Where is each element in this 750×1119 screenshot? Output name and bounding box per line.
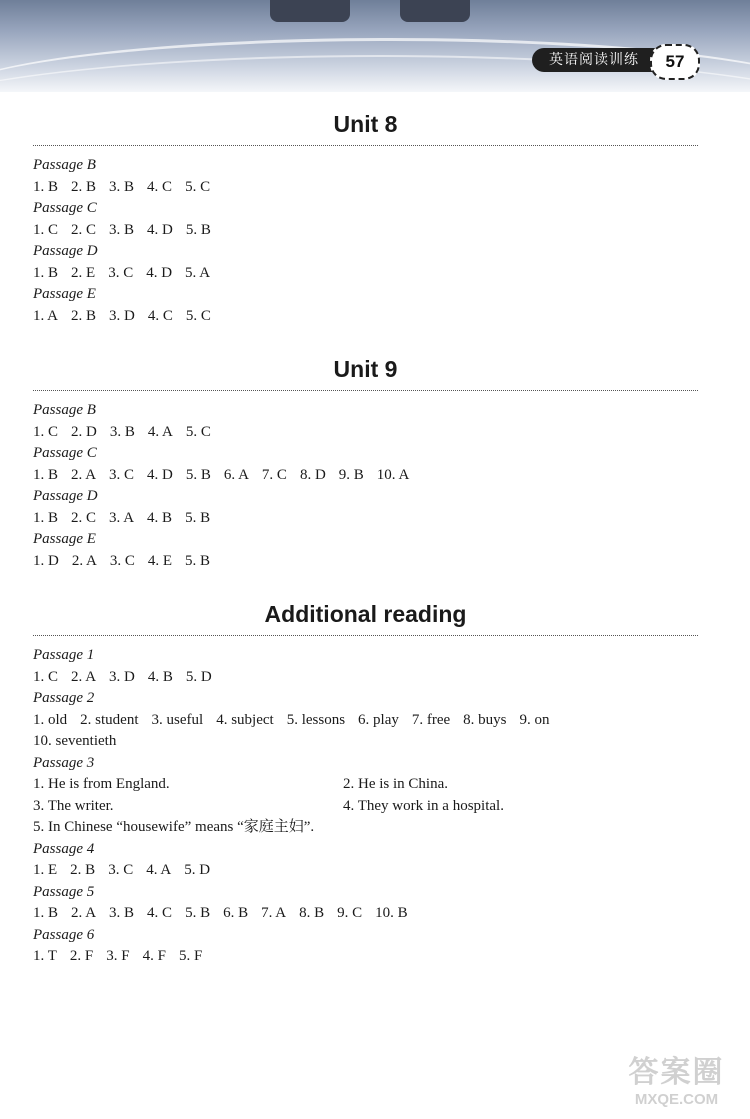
answer-line <box>33 263 698 285</box>
section-title: Unit 8 <box>333 111 398 137</box>
answer: 6. A <box>223 466 249 483</box>
answer: 5. lessons <box>286 711 346 728</box>
answer: 2. B <box>71 307 97 324</box>
page-number: 57 <box>650 44 700 80</box>
answer: 2. B <box>71 178 97 195</box>
answer-line <box>33 551 698 573</box>
answer-content <box>33 108 698 968</box>
answer: 1. B <box>33 509 59 526</box>
answer: 1. C <box>33 668 59 685</box>
section-title: Additional reading <box>264 601 467 627</box>
answer: 8. buys <box>463 711 507 728</box>
book-title: 英语阅读训练 <box>532 48 656 72</box>
answer: 2. C <box>71 221 97 238</box>
answer: 3. C <box>108 264 134 281</box>
answer: 5. B <box>185 221 211 238</box>
answer: 5. C <box>185 423 211 440</box>
passage-label: Passage 3 <box>33 754 95 771</box>
answer: 1. He is from England. <box>33 776 170 792</box>
answer: 1. old <box>33 711 68 728</box>
answer-line <box>33 774 698 796</box>
answer-line <box>33 306 698 328</box>
answer-line <box>33 667 698 689</box>
answer: 4. B <box>147 668 173 685</box>
answer: 1. B <box>33 905 59 921</box>
answer: 6. play <box>358 711 399 728</box>
section-additional-reading <box>33 598 698 968</box>
answer-line <box>33 860 698 882</box>
answer: 4. F <box>142 948 166 964</box>
answer: 4. They work in a hospital. <box>343 797 504 814</box>
answer: 2. A <box>71 668 97 685</box>
site-watermark <box>609 1055 744 1115</box>
answer: 3. F <box>106 948 130 964</box>
watermark-logo: 答案圈 <box>628 1056 725 1089</box>
section-unit-8 <box>33 108 698 327</box>
passage-label: Passage B <box>33 157 96 173</box>
section-unit-9 <box>33 353 698 572</box>
answer: 3. B <box>109 423 135 440</box>
answer: 9. on <box>519 711 550 728</box>
answer-line <box>33 946 698 968</box>
section-title: Unit 9 <box>333 356 398 382</box>
answer: 3. The writer. <box>33 797 114 814</box>
answer: 2. C <box>71 509 97 526</box>
answer: 2. He is in China. <box>343 776 448 792</box>
answer-line <box>33 465 698 487</box>
answer: 8. D <box>299 466 326 483</box>
passage-label: Passage D <box>33 243 98 259</box>
passage-label: Passage E <box>33 286 96 302</box>
answer: 6. B <box>223 905 249 921</box>
answer: 9. B <box>338 466 364 483</box>
answer: 3. C <box>108 862 134 878</box>
answer: 2. A <box>71 466 97 483</box>
answer: 4. C <box>147 905 173 921</box>
answer: 5. C <box>185 307 211 324</box>
answer: 2. A <box>71 552 97 569</box>
answer: 5. D <box>185 668 212 685</box>
answer: 8. B <box>299 905 325 921</box>
answer: 1. B <box>33 178 59 195</box>
passage-label: Passage 2 <box>33 690 95 706</box>
passage-label: Passage 5 <box>33 883 95 900</box>
answer: 4. C <box>147 307 173 324</box>
dotted-divider <box>33 635 698 636</box>
answer: 5. A <box>185 264 211 281</box>
answer-line <box>33 508 698 530</box>
answer-line <box>33 731 698 753</box>
answer: 5. F <box>178 948 203 964</box>
passage-label: Passage B <box>33 402 96 418</box>
answer: 2. student <box>80 711 139 728</box>
answer: 4. B <box>147 509 173 526</box>
passage-label: Passage C <box>33 445 97 461</box>
answer: 1. E <box>33 862 58 878</box>
answer: 7. free <box>411 711 451 728</box>
answer: 4. D <box>147 466 173 483</box>
answer: 3. C <box>109 552 135 569</box>
dotted-divider <box>33 390 698 391</box>
answer: 4. A <box>146 862 172 878</box>
answer-line <box>33 220 698 242</box>
dotted-divider <box>33 145 698 146</box>
answer: 4. subject <box>216 711 274 728</box>
passage-label: Passage 1 <box>33 647 95 663</box>
passage-label: Passage 6 <box>33 926 95 943</box>
answer: 1. C <box>33 221 59 238</box>
passage-label: Passage C <box>33 200 97 216</box>
answer: 1. A <box>33 307 59 324</box>
watermark-url: MXQE.COM <box>634 1091 719 1108</box>
answer: 9. C <box>337 905 363 921</box>
passage-label: Passage 4 <box>33 840 95 857</box>
answer: 7. A <box>261 905 287 921</box>
answer: 1. D <box>33 552 59 569</box>
answer: 1. B <box>33 466 59 483</box>
answer: 5. B <box>185 509 211 526</box>
answer: 2. E <box>71 264 96 281</box>
answer: 5. B <box>185 552 211 569</box>
answer: 3. D <box>109 668 135 685</box>
answer: 7. C <box>261 466 287 483</box>
answer: 5. B <box>185 466 211 483</box>
answer: 3. B <box>109 178 135 195</box>
passage-label: Passage E <box>33 531 96 547</box>
answer: 4. C <box>147 178 173 195</box>
answer: 1. B <box>33 264 59 281</box>
answer-line <box>33 710 698 732</box>
answer-line: 5. In Chinese “housewife” means “家庭主妇”. <box>33 819 315 835</box>
answer: 3. useful <box>151 711 204 728</box>
answer: 2. B <box>70 862 96 878</box>
header-decoration <box>270 0 350 22</box>
answer: 2. A <box>71 905 97 921</box>
answer: 1. C <box>33 423 59 440</box>
answer: 4. E <box>147 552 173 569</box>
answer: 10. B <box>375 905 408 921</box>
answer: 4. D <box>146 264 173 281</box>
passage-label: Passage D <box>33 488 98 504</box>
answer-line <box>33 422 698 444</box>
answer: 3. B <box>109 221 135 238</box>
answer-line <box>33 796 698 818</box>
answer: 2. D <box>71 423 97 440</box>
answer: 5. D <box>184 862 211 878</box>
answer: 10. seventieth <box>33 733 117 749</box>
answer: 4. A <box>147 423 173 440</box>
header-decoration <box>400 0 470 22</box>
answer: 3. D <box>109 307 135 324</box>
answer: 2. F <box>69 948 94 964</box>
answer: 3. A <box>109 509 135 526</box>
page-header <box>0 0 750 92</box>
answer: 5. C <box>185 178 211 195</box>
answer: 3. B <box>109 905 135 921</box>
answer: 1. T <box>33 948 57 964</box>
answer-line <box>33 177 698 199</box>
answer: 10. A <box>376 466 410 483</box>
answer-line <box>33 903 698 925</box>
answer: 4. D <box>147 221 173 238</box>
answer: 3. C <box>109 466 135 483</box>
answer: 5. B <box>185 905 211 921</box>
